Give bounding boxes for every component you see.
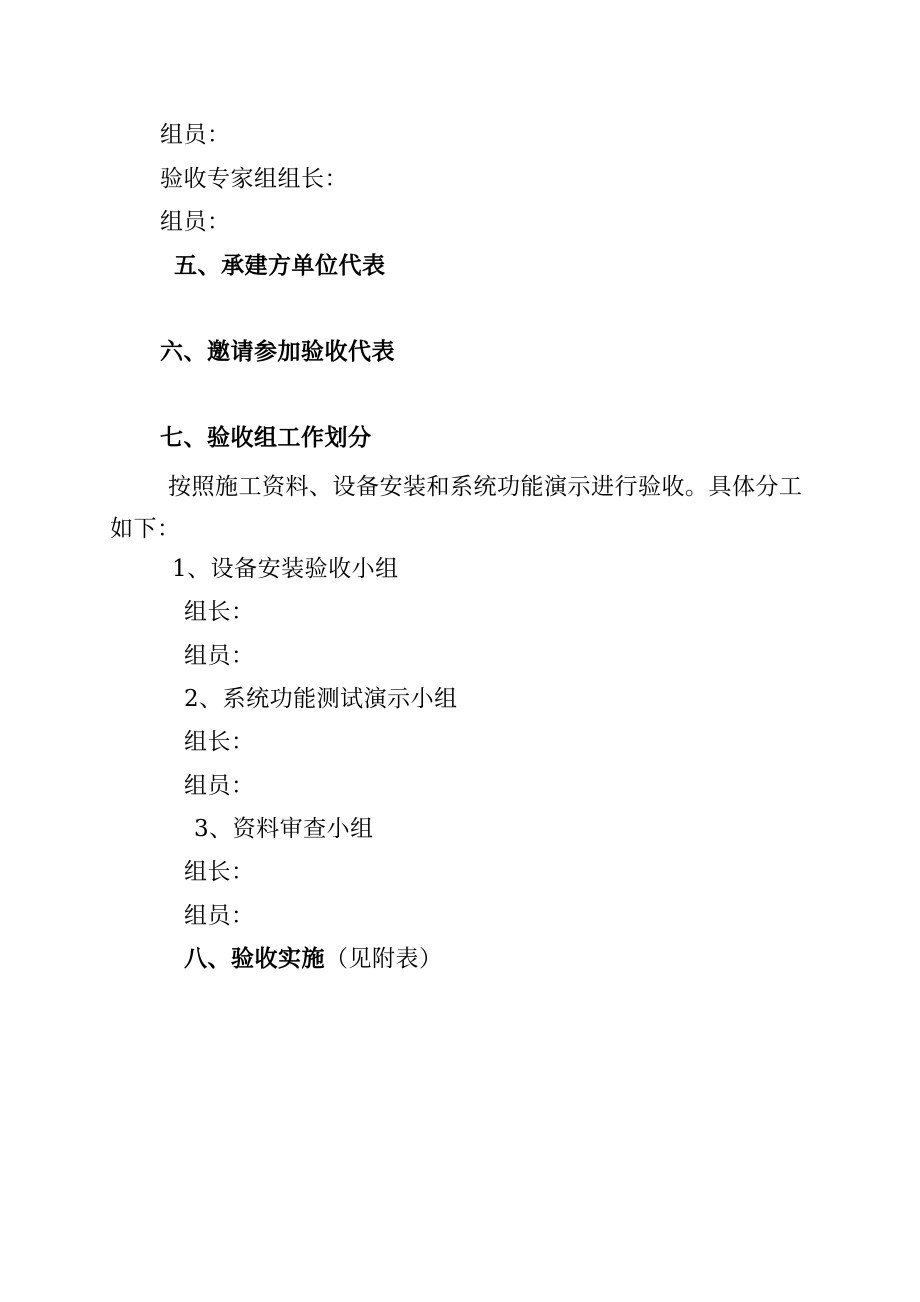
group-2-leader: 组长： xyxy=(184,729,255,755)
group-1-leader: 组长： xyxy=(184,599,255,625)
group-3-leader: 组长： xyxy=(184,859,255,885)
section-heading-5: 五、承建方单位代表 xyxy=(174,253,386,279)
work-division-paragraph: 按照施工资料、设备安装和系统功能演示进行验收。具体分工如下： xyxy=(110,474,803,542)
group-1-members: 组员： xyxy=(184,643,255,669)
expert-group-leader-line: 验收专家组组长： xyxy=(160,166,348,192)
section-heading-7: 七、验收组工作划分 xyxy=(160,425,372,451)
section-heading-8-note: （见附表） xyxy=(325,946,443,972)
group-3-title: 3、资料审查小组 xyxy=(194,816,374,842)
group-2-members: 组员： xyxy=(184,773,255,799)
expert-group-members-line: 组员： xyxy=(160,209,231,235)
section-heading-6: 六、邀请参加验收代表 xyxy=(160,339,395,365)
group-2-title: 2、系统功能测试演示小组 xyxy=(184,686,458,712)
group-3-members: 组员： xyxy=(184,903,255,929)
section-heading-8-text: 八、验收实施 xyxy=(184,946,325,972)
group-1-title: 1、设备安装验收小组 xyxy=(172,556,399,582)
members-line: 组员： xyxy=(160,122,231,148)
section-heading-8 xyxy=(184,944,443,974)
